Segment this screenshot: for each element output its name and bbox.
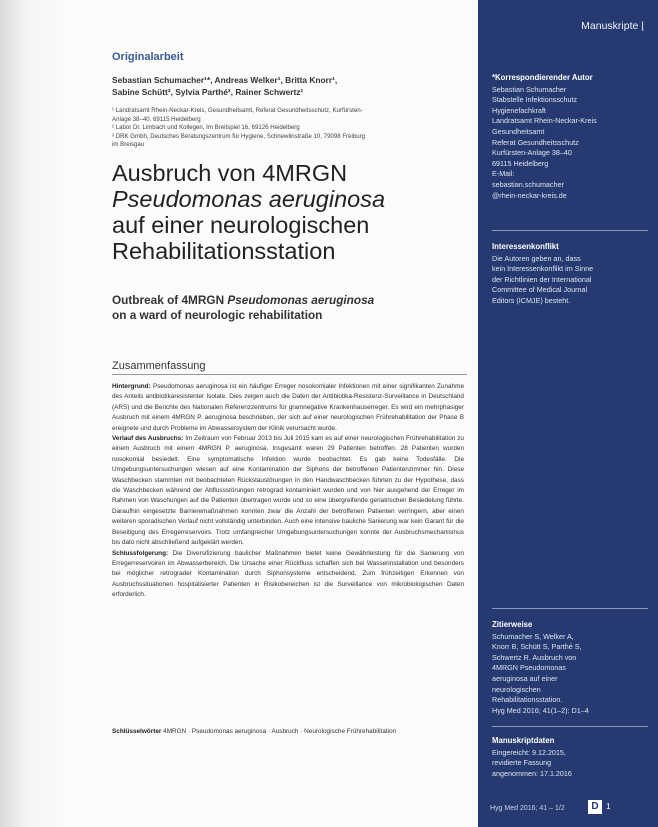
article-title-english bbox=[112, 293, 472, 322]
author-list bbox=[112, 74, 467, 98]
paragraph-label: Verlauf des Ausbruchs: bbox=[112, 435, 184, 443]
correspondence-line: E-Mail: bbox=[492, 169, 515, 179]
citation-line: Schwertz R. Ausbruch von bbox=[492, 652, 577, 662]
conflict-line: Committee of Medical Journal bbox=[492, 285, 588, 295]
conflict-line: Die Autoren geben an, dass bbox=[492, 253, 581, 263]
manuscript-dates-block bbox=[492, 736, 652, 779]
author-line: Sebastian Schumacher¹*, Andreas Welker¹, Britta Knorr¹, bbox=[112, 75, 338, 85]
title-en-line: on a ward of neurologic rehabilitation bbox=[112, 307, 323, 322]
abstract-paragraph-conclusion bbox=[112, 549, 464, 601]
paragraph-text: Die Diversifizierung baulicher Maßnahmen bietet keine Gewährleistung für die Sanierung von Erregerreservoiren im Abwasserbereich. Die Ursache einer Rückfluss schaffen sich bei Wasserinstallation und besonders bei möglicher retrograder Kontamination durch Siphonsysteme entscheidend. Zum frühzeitigen Erkennen von Ausbruchssituationen hospitalisierter Patienten in Risikobereichen ist die Surveillance von mikrobiologischen Daten erforderlich. bbox=[112, 549, 464, 599]
dates-line: angenommen: 17.1.2016 bbox=[492, 768, 572, 778]
title-en-part: Outbreak of 4MRGN bbox=[112, 293, 228, 307]
abstract-heading: Zusammenfassung bbox=[112, 360, 467, 375]
title-line: Ausbruch von 4MRGN bbox=[112, 160, 348, 186]
paragraph-label: Schlussfolgerung: bbox=[112, 549, 169, 557]
article-title-german bbox=[112, 160, 472, 264]
page-badge: D bbox=[588, 800, 602, 814]
abstract-paragraph-background bbox=[112, 382, 464, 434]
citation-line: neurologischen bbox=[492, 684, 541, 694]
citation-line: aeruginosa auf einer bbox=[492, 673, 558, 683]
affiliation-line: im Breisgau bbox=[112, 141, 145, 149]
sidebar-header: Manuskripte | bbox=[581, 20, 644, 32]
correspondence-line: 69115 Heidelberg bbox=[492, 158, 549, 168]
abstract-paragraph-course bbox=[112, 434, 464, 548]
correspondence-title: *Korrespondierender Autor bbox=[492, 73, 593, 82]
paragraph-text: Im Zeitraum von Februar 2013 bis Juli 2015 kam es auf einer neurologischen Frührehabilitation zu einem Ausbruch mit einem 4MRGN P. aeruginosa. Insgesamt waren 29 Patienten betroffen. 28 Patienten wurden nosokomial besiedelt. Eine symptomatische Infektion wurde beobachtet. Es gab keine Todesfälle. Die Umgebungsuntersuchungen wiesen auf eine Kontamination der Siphons der betroffenen Patientenzimmer hin. Diese Waschbecken stammten mit beobachteten Rückstaustörungen in den Handwaschbecken führten zu der Hypothese, dass die Waschbecken während der Abflussstörungen retrograd kontaminiert wurden und von hier ausgehend der Erreger im Rahmen von Waschungen auf die Patienten übertragen wurde und so eine übergreifende geriatrischen Besiedelung führte. Daraufhin eingesetzte Barrieremaßnahmen konnten zwar die Anzahl der betroffenen Patienten verringern, aber einen weiteren sporadischen Verlauf nicht vollständig unterbinden. Auch eine intensive bauliche Sanierung war kein Garant für die Beseitigung des Erregerreservoirs. Trotz umfangreicher Umgebungsuntersuchungen konnte der Ausbruchsmechanismus bis dato nicht abschließend aufgeklärt werden. bbox=[112, 435, 464, 547]
correspondence-block bbox=[492, 73, 652, 201]
journal-footer: Hyg Med 2016; 41 – 1/2 bbox=[490, 805, 565, 812]
conflict-line: der Richtlinien der International bbox=[492, 274, 592, 284]
correspondence-email: sebastian.schumacher bbox=[492, 179, 564, 189]
citation-block bbox=[492, 620, 652, 716]
citation-line: Schumacher S, Welker A, bbox=[492, 631, 574, 641]
scan-page-margin bbox=[0, 0, 66, 827]
correspondence-line: Kurfürsten-Anlage 38–40 bbox=[492, 148, 572, 158]
keywords bbox=[112, 727, 464, 737]
citation-line: Rehabilitationsstation. bbox=[492, 695, 563, 705]
correspondence-line: Hygienefachkraft bbox=[492, 105, 546, 115]
paragraph-text: Pseudomonas aeruginosa ist ein häufiger Erreger nosokomialer Infektionen mit einer signifikanten Zunahme des Anteils antibiotikaresistenter Isolate. Dies zeigen auch die Daten der Antibiotika-Resistenz-Surveillance in Deutschland (ARS) und die Berichte des Nationalen Referenzzentrums für gramnegative Krankenhauserreger. Es wird ein mehrphasiger Ausbruch mit einem 4MRGN P. aeruginosa beschrieben, der sich auf einer neurologischen Frührehabilitation der Phase B ereignete und durch Probleme im Abwassersystem der Klinik verursacht wurde. bbox=[112, 383, 464, 432]
abstract-body bbox=[112, 382, 464, 601]
conflict-title: Interessenkonflikt bbox=[492, 242, 559, 251]
keywords-label: Schlüsselwörter bbox=[112, 728, 162, 735]
sidebar bbox=[478, 0, 658, 827]
conflict-line: kein Interessenkonflikt im Sinne bbox=[492, 264, 594, 274]
citation-title: Zitierweise bbox=[492, 620, 533, 629]
affiliation-list bbox=[112, 107, 467, 150]
correspondence-line: Stabstelle Infektionsschutz bbox=[492, 95, 578, 105]
dates-title: Manuskriptdaten bbox=[492, 736, 555, 745]
page-number: 1 bbox=[606, 802, 611, 811]
correspondence-email: @rhein-neckar-kreis.de bbox=[492, 190, 567, 200]
title-line-italic: Pseudomonas aeruginosa bbox=[112, 186, 386, 212]
title-line: Rehabilitationsstation bbox=[112, 238, 336, 264]
affiliation-line: ¹ Landratsamt Rhein-Neckar-Kreis, Gesundheitsamt, Referat Gesundheitsschutz, Kurfürsten- bbox=[112, 107, 363, 114]
keywords-text: 4MRGN · Pseudomonas aeruginosa · Ausbruch · Neurologische Frührehabilitation bbox=[161, 728, 397, 735]
citation-line: Knorr B, Schütt S, Parthé S, bbox=[492, 642, 582, 652]
sidebar-divider bbox=[492, 726, 648, 727]
title-en-italic: Pseudomonas aeruginosa bbox=[227, 293, 375, 307]
section-label: Originalarbeit bbox=[112, 51, 184, 63]
citation-line: Hyg Med 2016; 41(1–2): D1–4 bbox=[492, 705, 589, 715]
sidebar-divider bbox=[492, 230, 648, 231]
correspondence-line: Sebastian Schumacher bbox=[492, 84, 567, 94]
affiliation-line: ³ DRK Gmbh, Deutsches Beratungszentrum für Hygiene, Schnewlinstraße 10, 79098 Freiburg bbox=[112, 132, 366, 140]
author-line: Sabine Schütt², Sylvia Parthé², Rainer Schwertz¹ bbox=[112, 87, 304, 97]
citation-line: 4MRGN Pseudomonas bbox=[492, 663, 566, 673]
affiliation-line: ² Labor Dr. Limbach und Kollegen, Im Breitspiel 16, 69126 Heidelberg bbox=[112, 124, 300, 132]
dates-line: Eingereicht: 9.12.2015, bbox=[492, 747, 566, 757]
correspondence-line: Landratsamt Rhein-Neckar-Kreis bbox=[492, 116, 597, 126]
conflict-line: Editors (ICMJE) besteht. bbox=[492, 295, 571, 305]
correspondence-line: Gesundheitsamt bbox=[492, 126, 545, 136]
paragraph-label: Hintergrund: bbox=[112, 383, 151, 390]
sidebar-divider bbox=[492, 608, 648, 609]
affiliation-line: Anlage 38–40, 69115 Heidelberg bbox=[112, 115, 201, 123]
dates-line: revidierte Fassung bbox=[492, 758, 552, 768]
conflict-block bbox=[492, 242, 652, 307]
correspondence-line: Referat Gesundheitsschutz bbox=[492, 137, 579, 147]
title-line: auf einer neurologischen bbox=[112, 212, 370, 238]
